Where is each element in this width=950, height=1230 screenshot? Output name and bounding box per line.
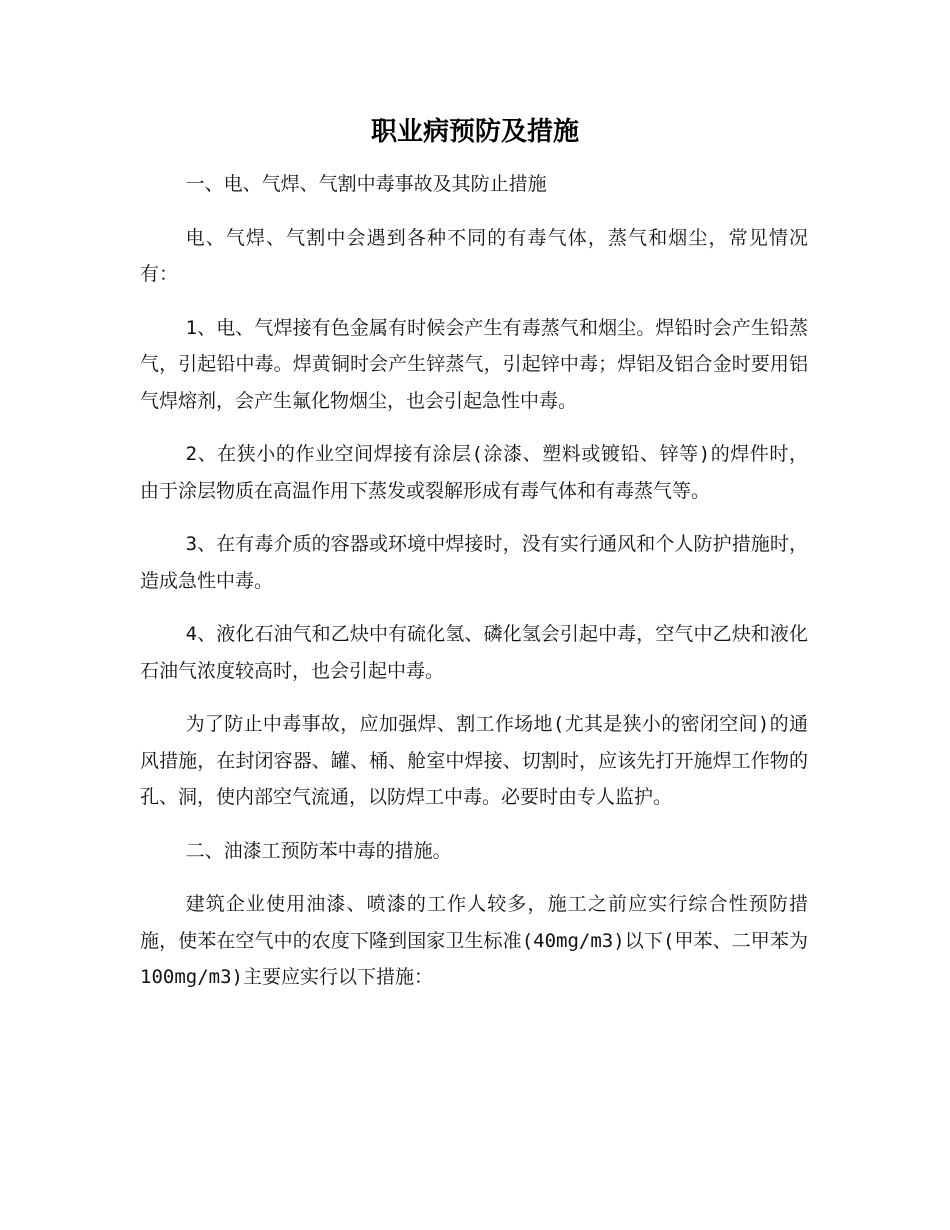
document-title: 职业病预防及措施	[370, 117, 579, 147]
paragraph-intro: 电、气焊、气割中会遇到各种不同的有毒气体，蒸气和烟尘，常见情况有：	[140, 226, 808, 285]
paragraph-benzene-measures: 建筑企业使用油漆、喷漆的工作人较多，施工之前应实行综合性预防措施，使苯在空气中的农度下隆到国家卫生标准(40mg/m3)以下(甲苯、二甲苯为100mg/m3)主要应实行以下措施：	[140, 893, 808, 988]
paragraph-item-2: 2、在狭小的作业空间焊接有涂层(涂漆、塑料或镀铅、锌等)的焊件时，由于涂层物质在高温作用下蒸发或裂解形成有毒气体和有毒蒸气等。	[140, 443, 808, 502]
paragraph-section-1-heading: 一、电、气焊、气割中毒事故及其防止措施	[185, 173, 547, 195]
paragraph-item-1: 1、电、气焊接有色金属有时候会产生有毒蒸气和烟尘。焊铅时会产生铅蒸气，引起铅中毒。焊黄铜时会产生锌蒸气，引起锌中毒；焊铝及铝合金时要用铝气焊熔剂，会产生氟化物烟尘，也会引起急性中毒。	[140, 316, 808, 412]
paragraph-item-3: 3、在有毒介质的容器或环境中焊接时，没有实行通风和个人防护措施时，造成急性中毒。	[140, 533, 808, 592]
paragraph-prevention: 为了防止中毒事故，应加强焊、割工作场地(尤其是狭小的密闭空间)的通风措施，在封闭容器、罐、桶、舱室中焊接、切割时，应该先打开施焊工作物的孔、洞，使内部空气流通，以防焊工中毒。必要时由专人监护。	[140, 713, 808, 808]
paragraph-item-4: 4、液化石油气和乙炔中有硫化氢、磷化氢会引起中毒，空气中乙炔和液化石油气浓度较高时，也会引起中毒。	[140, 623, 808, 682]
document-body	[140, 166, 808, 1013]
paragraph-section-2-heading: 二、油漆工预防苯中毒的措施。	[185, 839, 452, 862]
